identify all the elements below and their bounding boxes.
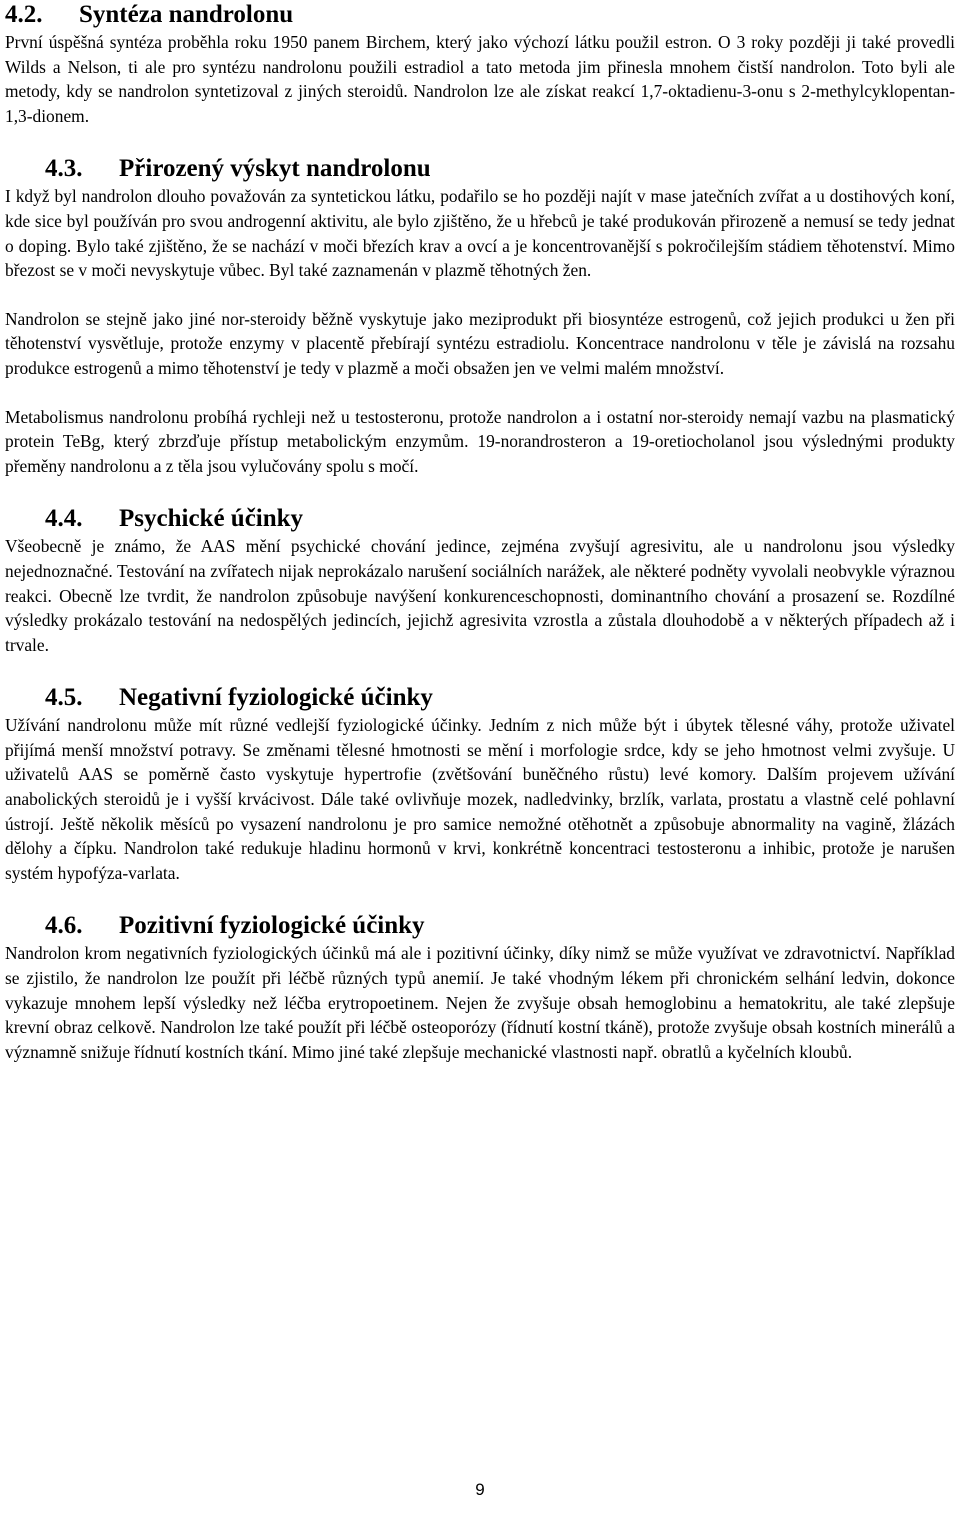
section-synteza (5, 0, 955, 128)
section-heading (5, 504, 955, 534)
section-number: 4.2. (5, 1, 43, 28)
paragraph: Užívání nandrolonu může mít různé vedlejší fyziologické účinky. Jedním z nich může být i úbytek tělesné váhy, protože uživatel přijímá menší množství potravy. Se změnami tělesné hmotnosti se mění i morfologie srdce, kdy se jeho hmotnost velmi zvyšuje. U uživatelů AAS se poměrně často vyskytuje hypertrofie (zvětšování buněčného růstu) levé komory. Dalším projevem užívání anabolických steroidů je i vyšší krvácivost. Dále také ovlivňuje mozek, nadledvinky, brzlík, varlata, prostatu a vlastně celé pohlavní ústrojí. Ještě několik měsíců po vysazení nandrolonu je pro samice nemožné otěhotnět a způsobuje abnormality na vagině, žlázách dělohy a čípku. Nandrolon také redukuje hladinu hormonů v krvi, konkrétně koncentraci testosteronu a inhibic, protože je narušen systém hypofýza-varlata. (5, 715, 955, 883)
section-title: Syntéza nandrolonu (79, 1, 294, 28)
section-title: Pozitivní fyziologické účinky (119, 912, 425, 940)
paragraph: Nandrolon krom negativních fyziologických účinků má ale i pozitivní účinky, díky nimž se může využívat ve zdravotnictví. Například se zjistilo, že nandrolon lze použít při léčbě různých typů anemií. Je také vhodným lékem při chronickém selhání ledvin, dokonce vykazuje mnohem lepší výsledky než léčba erytropoetinem. Nejen že zvyšuje obsah hemoglobinu a hematokritu, ale také zlepšuje krevní obraz celkově. Nandrolon lze také použít při léčbě osteoporózy (řídnutí kostní tkáně), protože zvyšuje obsah kostních minerálů a významně snižuje řídnutí kostních tkání. Mimo jiné také zlepšuje mechanické vlastnosti např. obratlů a kyčelních kloubů. (5, 943, 955, 1062)
paragraph: Všeobecně je známo, že AAS mění psychické chování jedince, zejména zvyšují agresivitu, ale u nandrolonu jsou výsledky nejednoznačné. Testování na zvířatech nijak neprokázalo narušení sociálních narážek, ale některé podněty vyvolali neobvykle výraznou reakci. Obecně lze tvrdit, že nandrolon způsobuje navýšení konkurenceschopnosti, dominantního chování a prosazení se. Rozdílné výsledky prokázalo testování na nedospělých jedincích, jejichž agresivita vzrostla a zůstala dlouhodobě a v některých případech až i trvale. (5, 536, 955, 655)
section-pozitivni-ucinky (5, 911, 955, 1064)
section-heading (5, 911, 955, 941)
section-prirozeny-vyskyt (5, 154, 955, 478)
section-number: 4.4. (45, 505, 83, 533)
section-number: 4.5. (45, 684, 83, 712)
section-heading (5, 683, 955, 713)
section-number: 4.6. (45, 912, 83, 940)
section-heading (5, 154, 955, 184)
paragraph: I když byl nandrolon dlouho považován za syntetickou látku, podařilo se ho později najít v mase jatečních zvířat a u dostihových koní, kde sice byl používán pro svou androgenní aktivitu, ale bylo zjištěno, že u hřebců je také produkován přirozeně a nemusí se tedy jednat o doping. Bylo také zjištěno, že se nachází v moči březích krav a ovcí a je koncentrovanější s pokročilejším stádiem těhotenství. Mimo březost se v moči nevyskytuje vůbec. Byl také zaznamenán v plazmě těhotných žen. (5, 186, 955, 281)
page-number: 9 (475, 1480, 485, 1499)
paragraph: Nandrolon se stejně jako jiné nor-steroidy běžně vyskytuje jako meziprodukt při biosyntéze estrogenů, což jejich produkci u žen při těhotenství vysvětluje, protože enzymy v placentě přebírají syntézu estradiolu. Koncentrace nandrolonu v těle je závislá na rozsahu produkce estrogenů a mimo těhotenství je tedy v plazmě a moči obsažen jen ve velmi malém množství. (5, 308, 955, 378)
paragraph: První úspěšná syntéza proběhla roku 1950 panem Birchem, který jako výchozí látku použil estron. O 3 roky později ji také provedli Wilds a Nelson, ti ale pro syntézu nandrolonu použili estradiol a tato metoda jim přinesla mnohem čistší nandrolon. Toto byli ale metody, kdy se nandrolon syntetizoval z jiných steroidů. Nandrolon lze ale získat reakcí 1,7-oktadienu-3-onu s 2-methylcyklopentan-1,3-dionem. (5, 32, 955, 126)
section-psychicke-ucinky (5, 504, 955, 657)
section-number: 4.3. (45, 155, 83, 183)
section-negativni-ucinky (5, 683, 955, 885)
document-body (5, 0, 955, 1064)
section-heading (5, 0, 955, 30)
section-title: Psychické účinky (119, 505, 304, 533)
section-title: Negativní fyziologické účinky (119, 684, 433, 712)
section-title: Přirozený výskyt nandrolonu (119, 155, 431, 183)
paragraph: Metabolismus nandrolonu probíhá rychleji než u testosteronu, protože nandrolon a i ostatní nor-steroidy nemají vazbu na plasmatický protein TeBg, který zbrzďuje přístup metabolickým enzymům. 19-norandrosteron a 19-oretiocholanol jsou výslednými produkty přeměny nandrolonu a z těla jsou vylučovány spolu s močí. (5, 406, 955, 476)
